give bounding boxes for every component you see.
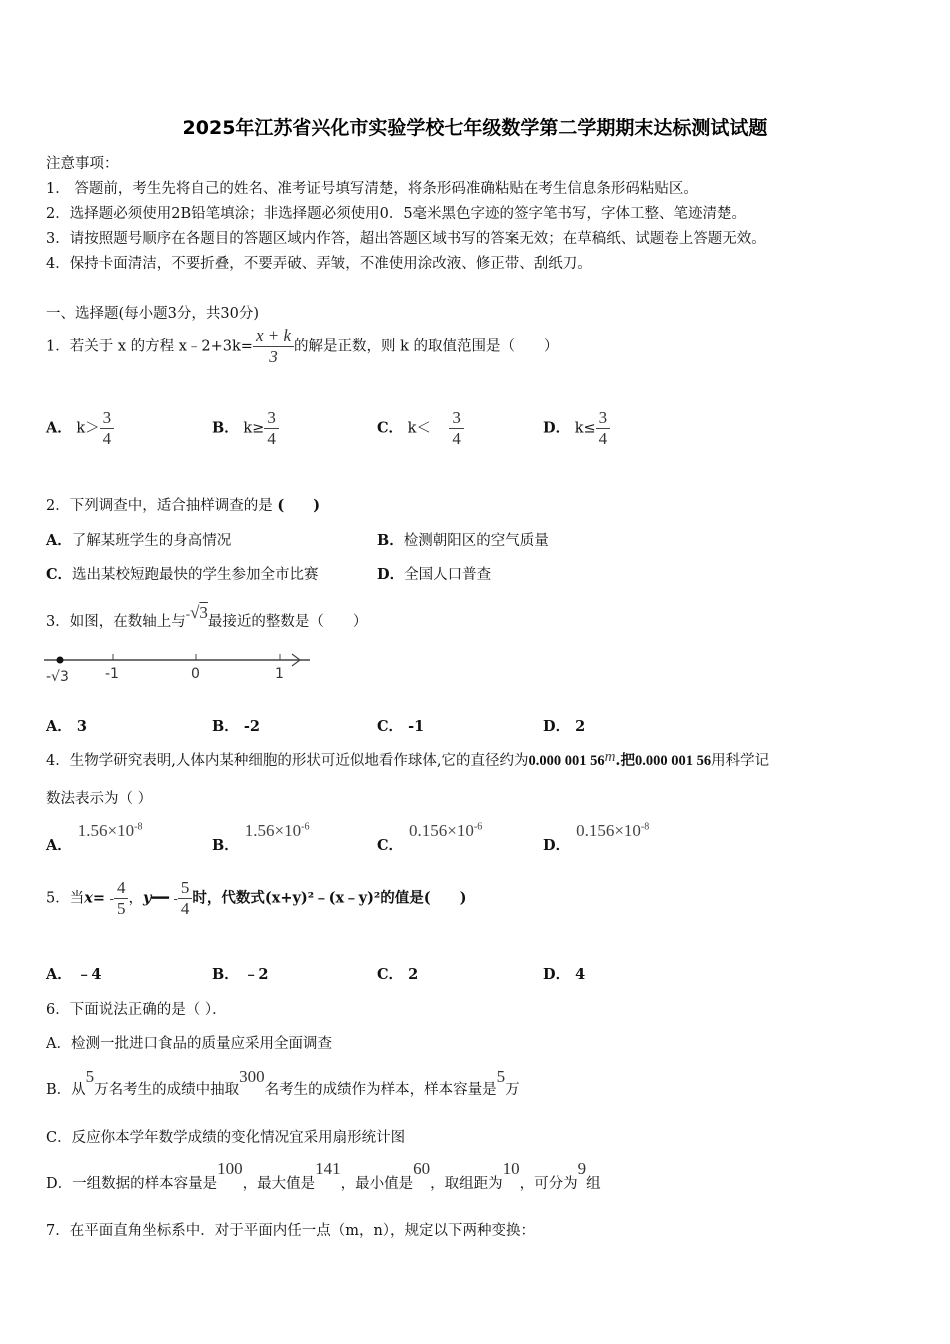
question-7: 7．在平面直角坐标系中．对于平面内任一点（m，n），规定以下两种变换： (46, 1223, 536, 1239)
q5-option-b: B． ﹣2 (212, 966, 269, 983)
q3-option-d: D． 2 (543, 718, 586, 735)
q4-option-b: B．$1.56\times 10^{-6}$ (212, 821, 310, 854)
q6-option-c: C．反应你本学年数学成绩的变化情况宜采用扇形统计图 (46, 1130, 406, 1146)
q4-option-a: A．$1.56\times 10^{-8}$ (46, 821, 143, 854)
q1-suffix: 的解是正数，则 k 的取值范围是（ ） (294, 338, 559, 355)
q4-option-c: C．$0.156\times 10^{-6}$ (377, 821, 483, 854)
q5-option-a: A． ﹣4 (46, 966, 102, 983)
q3-option-a: A． 3 (46, 718, 87, 735)
q2-option-b: B．检测朝阳区的空气质量 (377, 532, 549, 549)
q2-option-a: A．了解某班学生的身高情况 (46, 532, 232, 549)
sqrt-symbol: √3 (190, 603, 208, 622)
q3-option-c: C． -1 (377, 718, 425, 735)
q6-option-b: B．从5万名考生的成绩中抽取300名考生的成绩作为样本，样本容量是5万 (46, 1067, 520, 1098)
q3-option-b: B． -2 (212, 718, 260, 735)
section-heading: 一、选择题(每小题3分，共30分) (46, 306, 259, 322)
axis-label: -1 (105, 666, 119, 682)
question-4: 4．生物学研究表明,人体内某种细胞的形状可近似地看作球体,它的直径约为0.000 001 56m.把0.000 001 56用科学记 (46, 749, 770, 769)
notice-item: 4．保持卡面清洁，不要折叠，不要弄破、弄皱，不准使用涂改液、修正带、刮纸刀。 (46, 256, 592, 272)
axis-label: -√3 (46, 669, 69, 685)
number-line (40, 648, 310, 688)
q6-option-d: D．一组数据的样本容量是100，最大值是141，最小值是60，取组距为10，可分为9组 (46, 1159, 601, 1192)
q2-option-d: D．全国人口普查 (377, 566, 492, 583)
question-6: 6．下面说法正确的是（ ）． (46, 1002, 227, 1018)
notice-item: 1． 答题前，考生先将自己的姓名、准考证号填写清楚，将条形码准确粘贴在考生信息条形码粘贴区。 (46, 181, 698, 197)
question-1 (46, 326, 559, 367)
q1-option-c: C． k＜ $\frac{3}{4}$ (377, 408, 464, 449)
q5-option-c: C． 2 (377, 966, 419, 983)
q5-option-d: D． 4 (543, 966, 586, 983)
q1-option-a: A． k＞ $\frac{3}{4}$ (46, 408, 114, 449)
notice-item: 2．选择题必须使用2B铅笔填涂；非选择题必须使用0．5毫米黑色字迹的签字笔书写，字体工整、笔迹清楚。 (46, 206, 747, 222)
question-2: 2．下列调查中，适合抽样调查的是 ( ) (46, 497, 321, 514)
q2-option-c: C．选出某校短跑最快的学生参加全市比赛 (46, 566, 319, 583)
q1-prefix: 1．若关于 x 的方程 x﹣2+3k= (46, 338, 253, 355)
axis-label: 1 (275, 666, 284, 682)
question-4-cont: 数法表示为（ ） (46, 791, 153, 807)
axis-label: 0 (191, 666, 200, 682)
notice-heading: 注意事项： (46, 156, 119, 172)
point-neg-sqrt3 (57, 657, 64, 664)
q1-option-b: B． k≥ $\frac{3}{4}$ (212, 408, 279, 449)
page-title: 2025年江苏省兴化市实验学校七年级数学第二学期期末达标测试试题 (182, 117, 768, 139)
question-5: 5．当x= - $\frac{4}{5}$ ，y━━ - $\frac{5}{4}$ 时，代数式(x+y)²﹣(x﹣y)²的值是( ) (46, 878, 467, 918)
q1-fraction: $\frac{x + k}{3}$ (253, 326, 294, 367)
q4-option-d: D．$0.156\times 10^{-8}$ (543, 821, 650, 854)
question-3: 3．如图，在数轴上与-√3最接近的整数是（ ） (46, 603, 368, 630)
q1-option-d: D． k≤ $\frac{3}{4}$ (543, 408, 610, 449)
notice-item: 3．请按照题号顺序在各题目的答题区域内作答，超出答题区域书写的答案无效；在草稿纸、试题卷上答题无效。 (46, 231, 766, 247)
q6-option-a: A．检测一批进口食品的质量应采用全面调查 (46, 1036, 332, 1052)
